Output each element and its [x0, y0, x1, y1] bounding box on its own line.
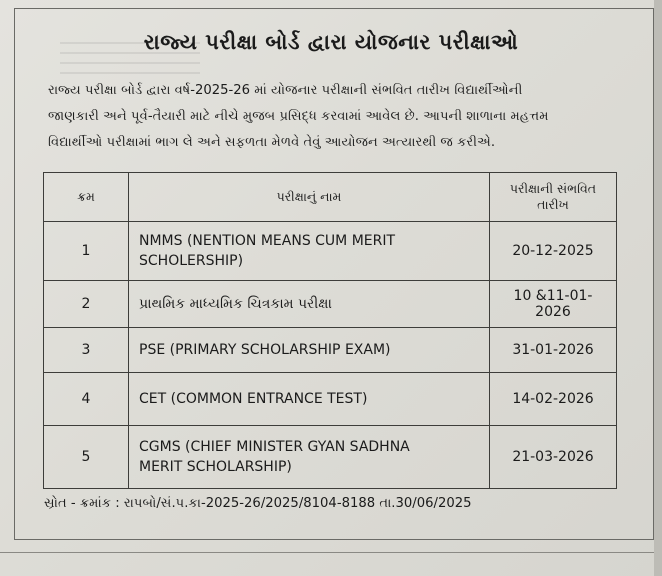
page-edge [654, 0, 662, 576]
row-exam-date: 21-03-2026 [490, 426, 617, 489]
row-exam-name [129, 281, 490, 328]
row-exam-name [129, 328, 490, 373]
row-serial: 4 [44, 373, 129, 426]
table-row [44, 426, 617, 489]
intro-paragraph [48, 78, 638, 156]
header-serial: ક્રમ [44, 173, 129, 222]
row-serial: 3 [44, 328, 129, 373]
row-exam-date: 10 &11-01-2026 [490, 281, 617, 328]
row-exam-date: 14-02-2026 [490, 373, 617, 426]
exam-name-line: CGMS (CHIEF MINISTER GYAN SADHNA [139, 439, 410, 455]
row-exam-date: 20-12-2025 [490, 222, 617, 281]
exam-schedule-table [43, 172, 617, 489]
row-exam-name [129, 373, 490, 426]
exam-name-line: NMMS (NENTION MEANS CUM MERIT [139, 233, 396, 249]
row-serial: 1 [44, 222, 129, 281]
table-row [44, 222, 617, 281]
row-exam-date: 31-01-2026 [490, 328, 617, 373]
page-title: રાજ્ય પરીક્ષા બોર્ડ દ્વારા યોજનાર પરીક્ષાઓ [143, 30, 519, 54]
divider [0, 552, 654, 553]
table-header-row [44, 173, 617, 222]
source-reference: સ્રોત - ક્રમાંક : રાપબો/સં.પ.કા-2025-26/2025/8104-8188 તા.30/06/2025 [44, 496, 472, 511]
exam-name-line: CET (COMMON ENTRANCE TEST) [139, 391, 368, 407]
exam-name-line: SCHOLERSHIP) [139, 253, 244, 269]
intro-line: વિદ્યાર્થીઓ પરીક્ષામાં ભાગ લે અને સફળતા મેળવે તેવું આયોજન અત્યારથી જ કરીએ. [48, 135, 496, 150]
header-exam-name: પરીક્ષાનું નામ [129, 173, 490, 222]
exam-name-line: PSE (PRIMARY SCHOLARSHIP EXAM) [139, 342, 391, 358]
table-row [44, 281, 617, 328]
row-exam-name [129, 426, 490, 489]
exam-name-line: પ્રાથમિક માધ્યમિક ચિત્રકામ પરીક્ષા [139, 296, 332, 312]
table-row [44, 328, 617, 373]
header-exam-date: પરીક્ષાની સંભવિત તારીખ [490, 173, 617, 222]
exam-name-line: MERIT SCHOLARSHIP) [139, 459, 292, 475]
intro-line: જાણકારી અને પૂર્વ-તૈયારી માટે નીચે મુજબ પ્રસિદ્ધ કરવામાં આવેલ છે. આપની શાળાના મહત્તમ [48, 109, 549, 124]
table-row [44, 373, 617, 426]
row-serial: 5 [44, 426, 129, 489]
row-serial: 2 [44, 281, 129, 328]
row-exam-name [129, 222, 490, 281]
intro-line: રાજ્ય પરીક્ષા બોર્ડ દ્વારા વર્ષ-2025-26 માં યોજનાર પરીક્ષાની સંભવિત તારીખ વિદ્યાર્થીઓની [48, 83, 523, 98]
